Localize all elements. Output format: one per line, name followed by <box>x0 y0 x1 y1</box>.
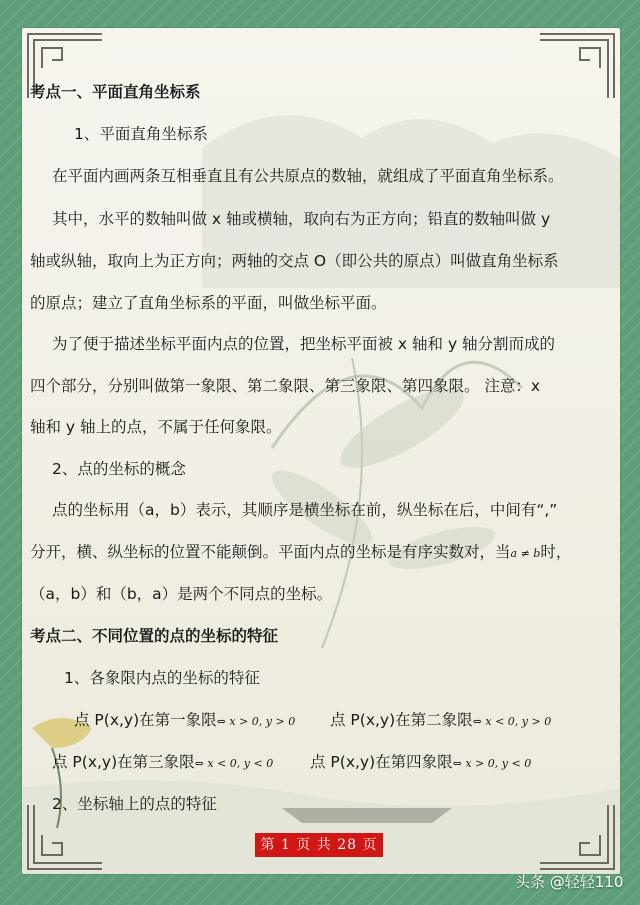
paragraph-line <box>30 540 571 562</box>
paragraph-line: 轴或纵轴，取向上为正方向；两轴的交点 O（即公共的原点）叫做直角坐标系 <box>30 252 559 270</box>
rule-math: ⇔ x > 0, y < 0 <box>452 757 532 770</box>
quadrant-rule-2 <box>330 708 551 730</box>
page-number-badge: 第 1 页 共 28 页 <box>255 833 383 857</box>
paragraph-line: 其中，水平的数轴叫做 x 轴或横轴，取向右为正方向；铅直的数轴叫做 y <box>52 210 551 228</box>
paragraph-line: （a，b）和（b，a）是两个不同点的坐标。 <box>30 585 333 603</box>
paragraph-text: 时， <box>540 543 572 561</box>
paragraph-line: 点的坐标用（a，b）表示，其顺序是横坐标在前，纵坐标在后，中间有“,” <box>52 501 558 519</box>
section-heading: 考点一、平面直角坐标系 <box>30 83 201 101</box>
paragraph-line: 轴和 y 轴上的点，不属于任何象限。 <box>30 418 282 436</box>
rule-math: ⇔ x < 0, y > 0 <box>472 715 552 728</box>
rule-math: ⇔ x < 0, y < 0 <box>194 757 274 770</box>
corner-ornament-bottom-right <box>530 795 620 875</box>
subsection-title: 2、坐标轴上的点的特征 <box>52 795 217 813</box>
watermark-text: 头条 @轻轻110 <box>515 873 624 891</box>
paragraph-line: 四个部分，分别叫做第一象限、第二象限、第三象限、第四象限。 注意：x <box>30 377 541 395</box>
rule-math: ⇔ x > 0, y > 0 <box>216 715 296 728</box>
quadrant-rule-4 <box>310 750 531 772</box>
section-heading: 考点二、不同位置的点的坐标的特征 <box>30 627 279 645</box>
quadrant-rule-1 <box>74 708 295 730</box>
subsection-title: 2、点的坐标的概念 <box>52 460 186 478</box>
subsection-title: 1、平面直角坐标系 <box>74 125 208 143</box>
paragraph-line: 为了便于描述坐标平面内点的位置，把坐标平面被 x 轴和 y 轴分割而成的 <box>52 335 556 353</box>
quadrant-rule-3 <box>52 750 273 772</box>
paragraph-line: 在平面内画两条互相垂直且有公共原点的数轴，就组成了平面直角坐标系。 <box>52 167 564 185</box>
corner-ornament-top-right <box>530 28 620 108</box>
subsection-title: 1、各象限内点的坐标的特征 <box>64 669 260 687</box>
document-page <box>22 28 620 874</box>
rule-text: 点 P(x,y)在第二象限 <box>330 711 473 729</box>
landscape-painting-decoration <box>22 28 620 874</box>
paragraph-text: 分开，横、纵坐标的位置不能颠倒。平面内点的坐标是有序实数对，当 <box>30 543 511 561</box>
paragraph-line: 的原点；建立了直角坐标系的平面，叫做坐标平面。 <box>30 294 387 312</box>
rule-text: 点 P(x,y)在第三象限 <box>52 753 195 771</box>
rule-text: 点 P(x,y)在第一象限 <box>74 711 217 729</box>
rule-text: 点 P(x,y)在第四象限 <box>310 753 453 771</box>
math-inequality: a ≠ b <box>510 547 541 560</box>
